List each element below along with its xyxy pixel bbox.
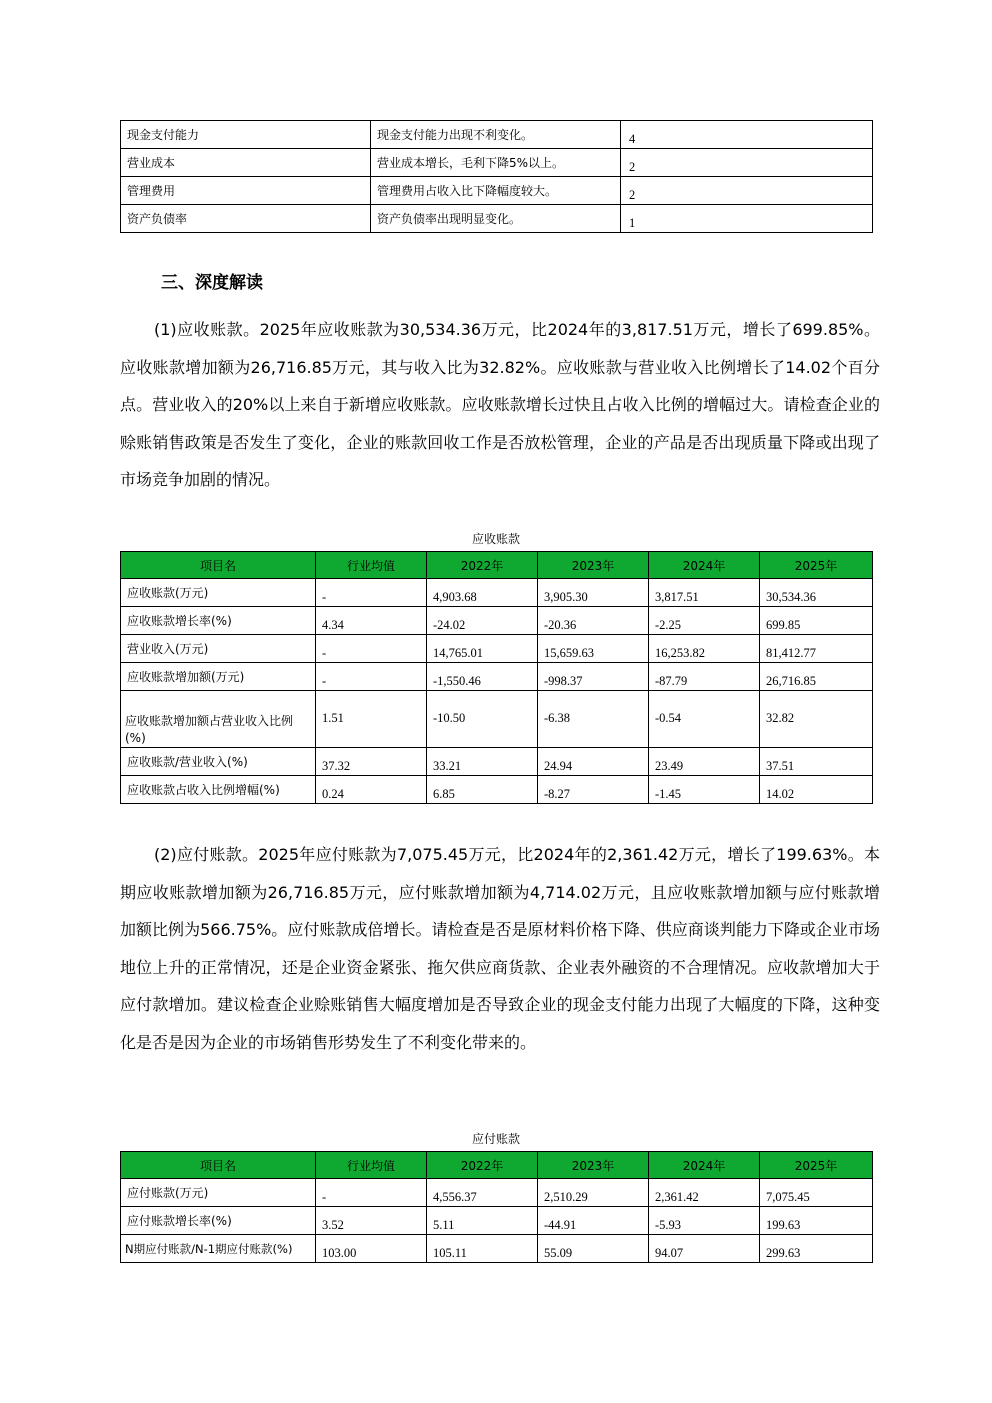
receivables-table <box>120 551 873 804</box>
table-cell: 37.51 <box>760 748 873 776</box>
section-heading: 三、深度解读 <box>161 273 263 293</box>
table-cell: -24.02 <box>427 607 538 635</box>
table-cell: 14,765.01 <box>427 635 538 663</box>
table-cell: 94.07 <box>649 1235 760 1263</box>
table-cell: - <box>316 635 427 663</box>
table-cell: -998.37 <box>538 663 649 691</box>
table-row <box>121 177 873 205</box>
risk-item: 现金支付能力 <box>121 121 371 149</box>
column-header: 项目名 <box>121 1152 316 1179</box>
row-label: N期应付账款/N-1期应付账款(%) <box>121 1235 316 1263</box>
column-header: 2024年 <box>649 552 760 579</box>
table-cell: 105.11 <box>427 1235 538 1263</box>
column-header: 2025年 <box>760 552 873 579</box>
table-cell: 23.49 <box>649 748 760 776</box>
table-cell: 4,903.68 <box>427 579 538 607</box>
table-cell: 5.11 <box>427 1207 538 1235</box>
table-header-row <box>121 1152 873 1179</box>
table-cell: -1.45 <box>649 776 760 804</box>
table-cell: - <box>316 1179 427 1207</box>
table-cell: 3,905.30 <box>538 579 649 607</box>
row-label: 应收账款增加额(万元) <box>121 663 316 691</box>
risk-table <box>120 120 873 233</box>
table-cell: 2,361.42 <box>649 1179 760 1207</box>
table-cell: - <box>316 579 427 607</box>
table-row <box>121 121 873 149</box>
row-label: 应收账款增长率(%) <box>121 607 316 635</box>
table-cell: -6.38 <box>538 691 649 748</box>
table-row <box>121 663 873 691</box>
table-cell: 16,253.82 <box>649 635 760 663</box>
table-cell: -0.54 <box>649 691 760 748</box>
table-row <box>121 149 873 177</box>
table-row <box>121 1207 873 1235</box>
risk-desc: 资产负债率出现明显变化。 <box>371 205 621 233</box>
payables-table-caption: 应付账款 <box>471 1132 520 1146</box>
table-cell: -2.25 <box>649 607 760 635</box>
column-header: 2025年 <box>760 1152 873 1179</box>
table-row <box>121 1179 873 1207</box>
table-cell: -87.79 <box>649 663 760 691</box>
risk-score: 2 <box>621 149 873 177</box>
column-header: 行业均值 <box>316 552 427 579</box>
table-cell: 32.82 <box>760 691 873 748</box>
table-row <box>121 691 873 748</box>
table-cell: 55.09 <box>538 1235 649 1263</box>
paragraph-payables: (2)应付账款。2025年应付账款为7,075.45万元，比2024年的2,361.42万元，增长了199.63%。本期应收账款增加额为26,716.85万元，应付账款增加额为4,714.02万元，且应收账款增加额与应付账款增加额比例为566.75%。应付账款成倍增长。请检查是否是原材料价格下降、供应商谈判能力下降或企业市场地位上升的正常情况，还是企业资金紧张、拖欠供应商货款、企业表外融资的不合理情况。应收款增加大于应付款增加。建议检查企业赊账销售大幅度增加是否导致企业的现金支付能力出现了大幅度的下降，这种变化是否是因为企业的市场销售形势发生了不利变化带来的。 <box>120 845 880 1052</box>
risk-item: 资产负债率 <box>121 205 371 233</box>
table-cell: 4.34 <box>316 607 427 635</box>
table-cell: -20.36 <box>538 607 649 635</box>
table-cell: 30,534.36 <box>760 579 873 607</box>
column-header: 行业均值 <box>316 1152 427 1179</box>
column-header: 2024年 <box>649 1152 760 1179</box>
table-cell: 1.51 <box>316 691 427 748</box>
table-cell: 699.85 <box>760 607 873 635</box>
table-cell: 2,510.29 <box>538 1179 649 1207</box>
table-cell: -44.91 <box>538 1207 649 1235</box>
table-cell: - <box>316 663 427 691</box>
table-cell: -5.93 <box>649 1207 760 1235</box>
table-row <box>121 748 873 776</box>
risk-score: 4 <box>621 121 873 149</box>
table-row <box>121 1235 873 1263</box>
table-cell: 26,716.85 <box>760 663 873 691</box>
risk-item: 营业成本 <box>121 149 371 177</box>
risk-score: 1 <box>621 205 873 233</box>
risk-desc: 营业成本增长，毛利下降5%以上。 <box>371 149 621 177</box>
risk-desc: 现金支付能力出现不利变化。 <box>371 121 621 149</box>
row-label: 应收账款(万元) <box>121 579 316 607</box>
row-label: 营业收入(万元) <box>121 635 316 663</box>
risk-desc: 管理费用占收入比下降幅度较大。 <box>371 177 621 205</box>
payables-table <box>120 1151 873 1263</box>
table-row <box>121 635 873 663</box>
risk-item: 管理费用 <box>121 177 371 205</box>
table-cell: 33.21 <box>427 748 538 776</box>
table-cell: 81,412.77 <box>760 635 873 663</box>
column-header: 2022年 <box>427 1152 538 1179</box>
table-row <box>121 776 873 804</box>
risk-score: 2 <box>621 177 873 205</box>
table-cell: 3,817.51 <box>649 579 760 607</box>
table-cell: 7,075.45 <box>760 1179 873 1207</box>
table-row <box>121 607 873 635</box>
table-cell: 199.63 <box>760 1207 873 1235</box>
receivables-table-caption: 应收账款 <box>471 532 520 546</box>
table-row <box>121 579 873 607</box>
table-cell: 37.32 <box>316 748 427 776</box>
column-header: 项目名 <box>121 552 316 579</box>
table-cell: 0.24 <box>316 776 427 804</box>
row-label: 应收账款/营业收入(%) <box>121 748 316 776</box>
table-cell: 15,659.63 <box>538 635 649 663</box>
table-cell: 299.63 <box>760 1235 873 1263</box>
row-label: 应收账款占收入比例增幅(%) <box>121 776 316 804</box>
table-header-row <box>121 552 873 579</box>
table-cell: -8.27 <box>538 776 649 804</box>
column-header: 2022年 <box>427 552 538 579</box>
table-cell: 14.02 <box>760 776 873 804</box>
table-cell: 103.00 <box>316 1235 427 1263</box>
paragraph-receivables: (1)应收账款。2025年应收账款为30,534.36万元，比2024年的3,817.51万元，增长了699.85%。应收账款增加额为26,716.85万元，其与收入比为32.82%。应收账款与营业收入比例增长了14.02个百分点。营业收入的20%以上来自于新增应收账款。应收账款增长过快且占收入比例的增幅过大。请检查企业的赊账销售政策是否发生了变化，企业的账款回收工作是否放松管理，企业的产品是否出现质量下降或出现了市场竞争加剧的情况。 <box>120 320 880 489</box>
row-label: 应付账款增长率(%) <box>121 1207 316 1235</box>
column-header: 2023年 <box>538 552 649 579</box>
column-header: 2023年 <box>538 1152 649 1179</box>
table-cell: -10.50 <box>427 691 538 748</box>
table-cell: 3.52 <box>316 1207 427 1235</box>
table-cell: -1,550.46 <box>427 663 538 691</box>
table-row <box>121 205 873 233</box>
table-cell: 4,556.37 <box>427 1179 538 1207</box>
table-cell: 24.94 <box>538 748 649 776</box>
table-cell: 6.85 <box>427 776 538 804</box>
row-label: 应付账款(万元) <box>121 1179 316 1207</box>
row-label: 应收账款增加额占营业收入比例(%) <box>121 691 316 748</box>
